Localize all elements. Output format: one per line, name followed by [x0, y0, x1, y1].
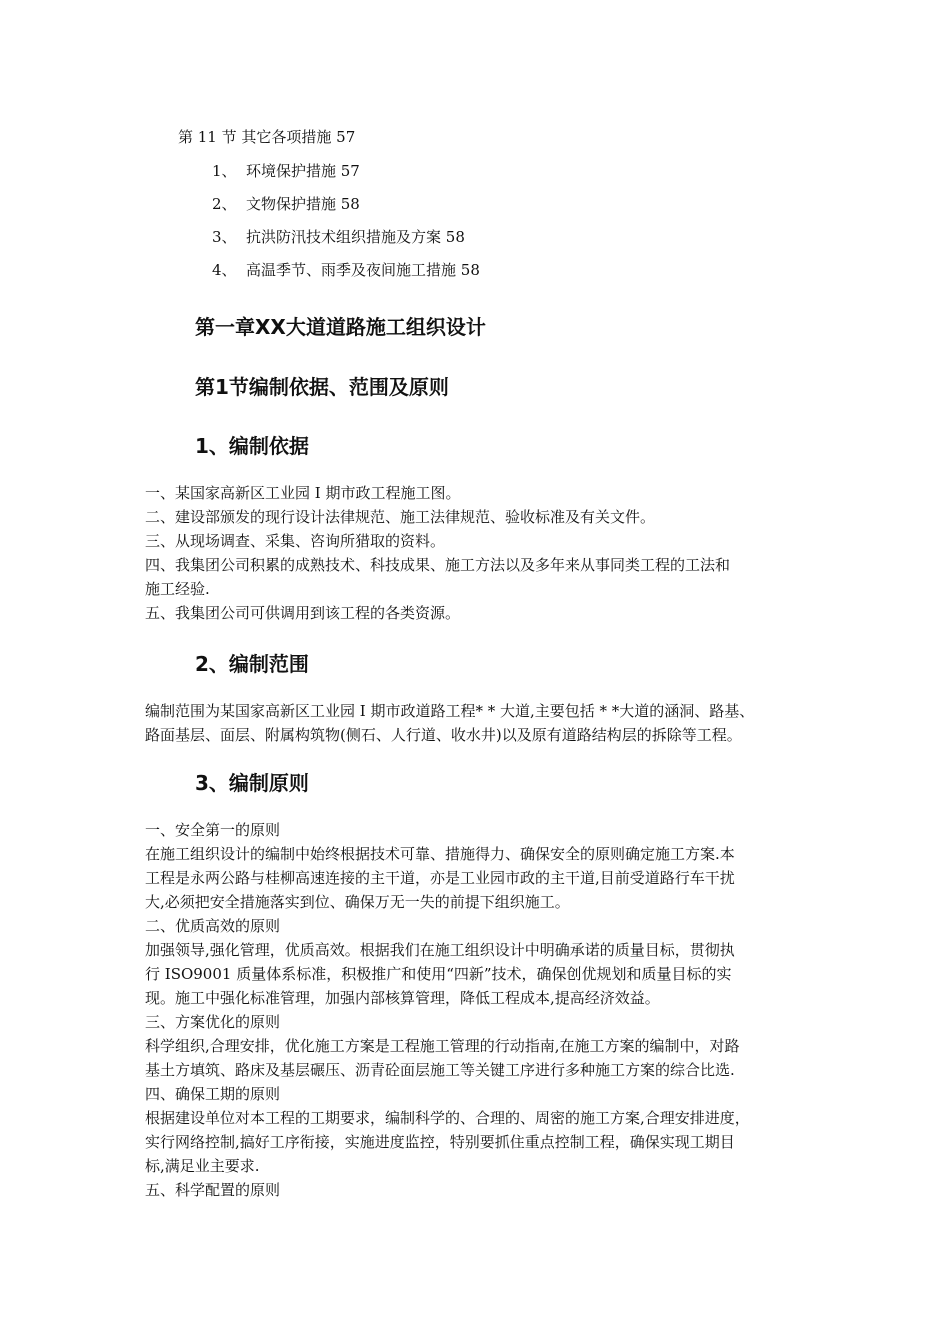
principles-body [145, 818, 825, 1202]
scope-line: 编制范围为某国家高新区工业园 I 期市政道路工程* * 大道,主要包括 * *大道的涵洞、路基、 [145, 702, 755, 720]
toc-item[interactable] [212, 259, 480, 281]
toc-item-number: 4、 [212, 261, 237, 279]
principle-heading-line: 三、方案优化的原则 [145, 1013, 281, 1031]
principle-text-line: 在施工组织设计的编制中始终根据技术可靠、措施得力、确保安全的原则确定施工方案.本 [145, 845, 735, 863]
scope-body [145, 699, 825, 747]
principle-heading-line: 四、确保工期的原则 [145, 1085, 281, 1103]
toc-item-number: 1、 [212, 162, 237, 180]
principle-text-line: 标,满足业主要求. [145, 1157, 260, 1175]
section-title: 第1节编制依据、范围及原则 [195, 375, 449, 399]
toc-item[interactable] [212, 193, 360, 215]
principle-text-line: 科学组织,合理安排，优化施工方案是工程施工管理的行动指南,在施工方案的编制中，对路 [145, 1037, 740, 1055]
toc-item-label: 环境保护措施 57 [246, 162, 360, 180]
principle-heading-line: 一、安全第一的原则 [145, 821, 281, 839]
principles-heading: 3、编制原则 [195, 771, 309, 795]
basis-line: 五、我集团公司可供调用到该工程的各类资源。 [145, 604, 461, 622]
scope-line: 路面基层、面层、附属构筑物(侧石、人行道、收水井)以及原有道路结构层的拆除等工程。 [145, 726, 742, 744]
chapter-title: 第一章XX大道道路施工组织设计 [195, 315, 486, 339]
toc-item[interactable] [212, 226, 465, 248]
principle-text-line: 实行网络控制,搞好工序衔接，实施进度监控，特别要抓住重点控制工程，确保实现工期目 [145, 1133, 735, 1151]
principle-text-line: 行 ISO9001 质量体系标准，积极推广和使用“四新”技术，确保创优规划和质量目标的实 [145, 965, 732, 983]
scope-heading: 2、编制范围 [195, 652, 309, 676]
principle-text-line: 根据建设单位对本工程的工期要求，编制科学的、合理的、周密的施工方案,合理安排进度， [145, 1109, 750, 1127]
principle-text-line: 大,必须把安全措施落实到位、确保万无一失的前提下组织施工。 [145, 893, 570, 911]
principle-heading-line: 二、优质高效的原则 [145, 917, 281, 935]
basis-line: 一、某国家高新区工业园 I 期市政工程施工图。 [145, 484, 461, 502]
toc-item-number: 3、 [212, 228, 237, 246]
toc-item-label: 文物保护措施 58 [246, 195, 360, 213]
principle-text-line: 加强领导,强化管理，优质高效。根据我们在施工组织设计中明确承诺的质量目标，贯彻执 [145, 941, 735, 959]
basis-heading: 1、编制依据 [195, 434, 309, 458]
basis-line: 二、建设部颁发的现行设计法律规范、施工法律规范、验收标准及有关文件。 [145, 508, 656, 526]
toc-item-label: 抗洪防汛技术组织措施及方案 58 [246, 228, 465, 246]
basis-body [145, 481, 825, 625]
toc-item[interactable] [212, 160, 360, 182]
principle-text-line: 基土方填筑、路床及基层碾压、沥青砼面层施工等关键工序进行多种施工方案的综合比选. [145, 1061, 735, 1079]
principle-text-line: 现。施工中强化标准管理，加强内部核算管理，降低工程成本,提高经济效益。 [145, 989, 660, 1007]
basis-line: 施工经验. [145, 580, 210, 598]
basis-line: 三、从现场调查、采集、咨询所猎取的资料。 [145, 532, 446, 550]
toc-item-label: 高温季节、雨季及夜间施工措施 58 [246, 261, 480, 279]
toc-section-entry[interactable]: 第 11 节 其它各项措施 57 [178, 128, 356, 146]
basis-line: 四、我集团公司积累的成熟技术、科技成果、施工方法以及多年来从事同类工程的工法和 [145, 556, 731, 574]
principle-text-line: 工程是永两公路与桂柳高速连接的主干道，亦是工业园市政的主干道,目前受道路行车干扰 [145, 869, 735, 887]
principle-heading-line: 五、科学配置的原则 [145, 1181, 281, 1199]
toc-item-number: 2、 [212, 195, 237, 213]
